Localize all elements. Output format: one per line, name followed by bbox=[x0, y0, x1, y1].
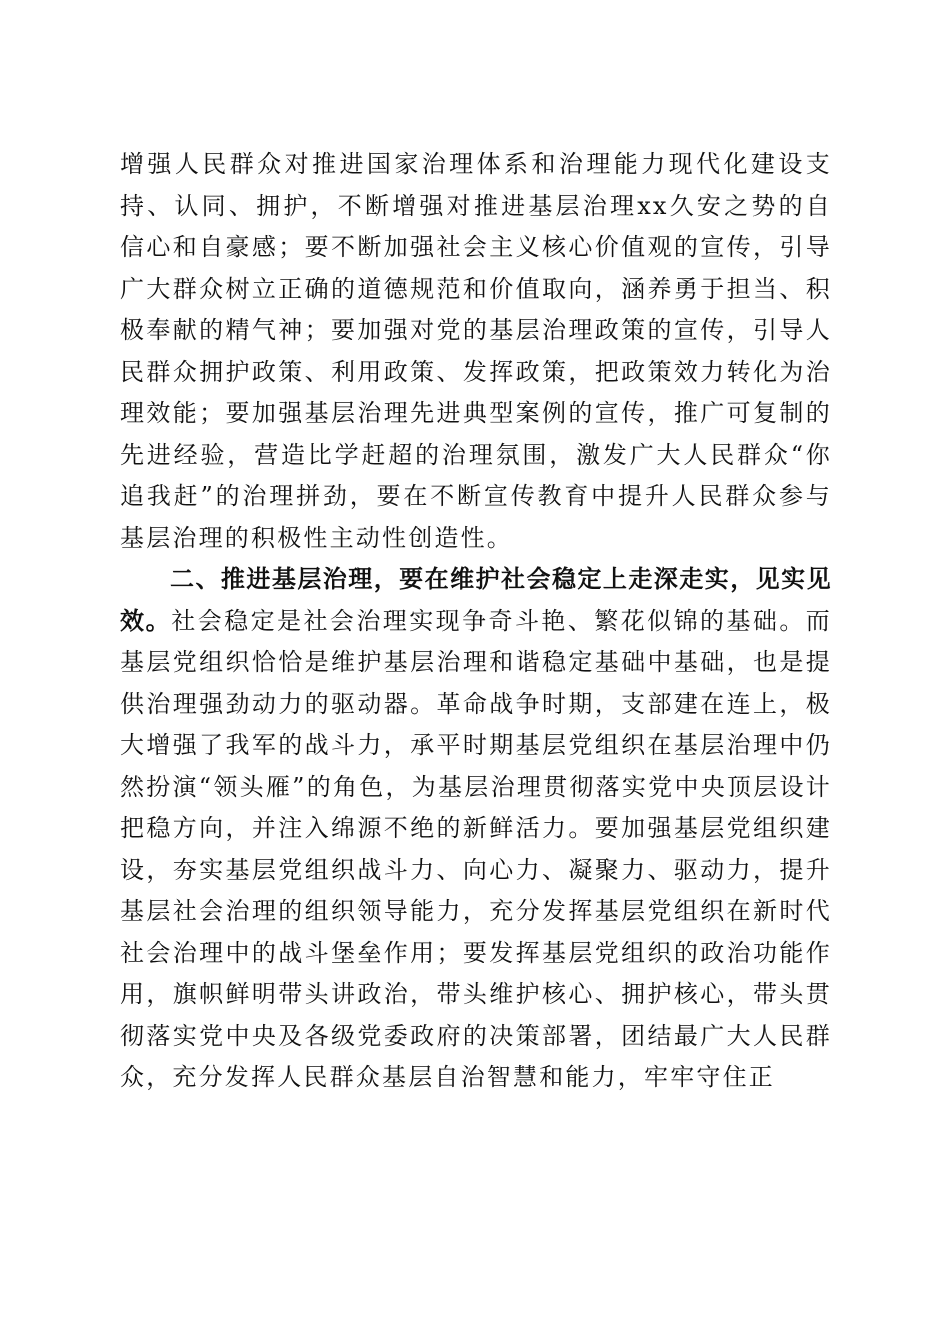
paragraph-2-text: 社会稳定是社会治理实现争奇斗艳、繁花似锦的基础。而基层党组织恰恰是维护基层治理和谐稳定基础中基础，也是提供治理强劲动力的驱动器。革命战争时期，支部建在连上，极大增强了我军的战斗力，承平时期基层党组织在基层治理中仍然扮演“领头雁”的角色，为基层治理贯彻落实党中央顶层设计把稳方向，并注入绵源不绝的新鲜活力。要加强基层党组织建设，夯实基层党组织战斗力、向心力、凝聚力、驱动力，提升基层社会治理的组织领导能力，充分发挥基层党组织在新时代社会治理中的战斗堡垒作用；要发挥基层党组织的政治功能作用，旗帜鲜明带头讲政治，带头维护核心、拥护核心，带头贯彻落实党中央及各级党委政府的决策部署，团结最广大人民群众，充分发挥人民群众基层自治智慧和能力，牢牢守住正 bbox=[120, 606, 832, 1091]
paragraph-2 bbox=[120, 559, 832, 1099]
section-heading-2: 二、推进基层治理，要在维护社会稳定上走深走实，见实见效。 bbox=[120, 565, 832, 635]
paragraph-1-text: 增强人民群众对推进国家治理体系和治理能力现代化建设支持、认同、拥护，不断增强对推进基层治理xx久安之势的自信心和自豪感；要不断加强社会主义核心价值观的宣传，引导广大群众树立正确的道德规范和价值取向，涵养勇于担当、积极奉献的精气神；要加强对党的基层治理政策的宣传，引导人民群众拥护政策、利用政策、发挥政策，把政策效力转化为治理效能；要加强基层治理先进典型案例的宣传，推广可复制的先进经验，营造比学赶超的治理氛围，激发广大人民群众“你追我赶”的治理拼劲，要在不断宣传教育中提升人民群众参与基层治理的积极性主动性创造性。 bbox=[120, 150, 832, 552]
document-body bbox=[120, 144, 832, 1099]
paragraph-1 bbox=[120, 144, 832, 559]
